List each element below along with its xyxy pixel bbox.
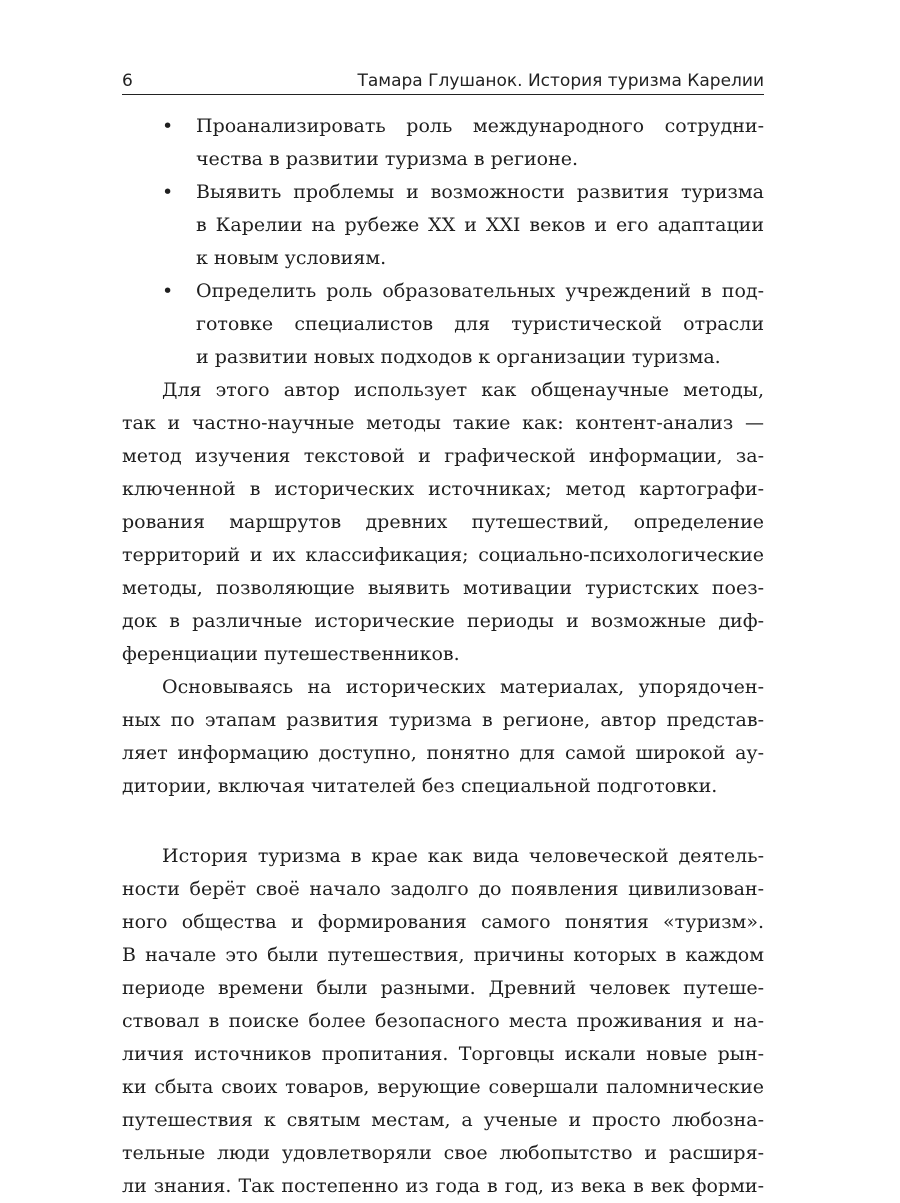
text-line: док в различные исторические периоды и возможные диф- [122, 610, 764, 632]
text-line: путешествия к святым местам, а ученые и просто любозна- [122, 1109, 764, 1131]
text-line: • Определить роль образовательных учреждений в под- [122, 275, 764, 308]
text-line: личия источников пропитания. Торговцы искали новые рын- [122, 1043, 764, 1065]
text-line: ляет информацию доступно, понятно для самой широкой ау- [122, 742, 764, 764]
bullet-marker: • [162, 181, 174, 203]
text-line: История туризма в крае как вида человеческой деятель- [162, 845, 764, 867]
bullet-marker: • [162, 115, 174, 137]
bullet-item [122, 176, 764, 275]
text-line: и развитии новых подходов к организации туризма. [196, 346, 721, 368]
text-line: чества в развитии туризма в регионе. [196, 148, 579, 170]
text-line: ключенной в исторических источниках; метод картографи- [122, 478, 764, 500]
section-gap [122, 803, 764, 840]
text-line: рования маршрутов древних путешествий, определение [122, 511, 764, 533]
text-line: ствовал в поиске более безопасного места проживания и на- [122, 1010, 764, 1032]
text-line: ли знания. Так постепенно из года в год, из века в век форми- [122, 1175, 764, 1197]
text-line: ных по этапам развития туризма в регионе, автор представ- [122, 709, 764, 731]
text-line: метод изучения текстовой и графической информации, за- [122, 445, 764, 467]
text-line: ного общества и формирования самого понятия «туризм». [122, 911, 764, 933]
text-line: к новым условиям. [196, 247, 387, 269]
running-title: Тамара Глушанок. История туризма Карелии [357, 71, 764, 91]
paragraph [122, 840, 764, 1203]
text-line: ки сбыта своих товаров, верующие совершали паломнические [122, 1076, 764, 1098]
text-line: в Карелии на рубеже XX и XXI веков и его адаптации [196, 214, 764, 236]
text-line: тельные люди удовлетворяли свое любопытство и расширя- [122, 1142, 764, 1164]
bullet-item [122, 275, 764, 374]
running-header [122, 68, 764, 95]
text-line: периоде времени были разными. Древний человек путеше- [122, 977, 764, 999]
paragraph [122, 671, 764, 803]
text-line: так и частно-научные методы такие как: контент-анализ — [122, 412, 764, 434]
text-line: • Проанализировать роль международного сотрудни- [122, 110, 764, 143]
page-body [122, 110, 764, 1203]
text-line: ференциации путешественников. [122, 643, 460, 665]
bullet-marker: • [162, 280, 174, 302]
text-line: территорий и их классификация; социально-психологические [122, 544, 764, 566]
text-line: готовке специалистов для туристической отрасли [196, 313, 764, 335]
text-line: В начале это были путешествия, причины которых в каждом [122, 944, 764, 966]
paragraph [122, 374, 764, 671]
text-line: • Выявить проблемы и возможности развития туризма [122, 176, 764, 209]
text-line: Основываясь на исторических материалах, упорядочен- [162, 676, 764, 698]
text-line: методы, позволяющие выявить мотивации туристских поез- [122, 577, 764, 599]
bullet-item [122, 110, 764, 176]
text-line: Для этого автор использует как общенаучные методы, [162, 379, 764, 401]
text-line: дитории, включая читателей без специальной подготовки. [122, 775, 718, 797]
text-line: ности берёт своё начало задолго до появления цивилизован- [122, 878, 764, 900]
page-number: 6 [122, 71, 133, 91]
